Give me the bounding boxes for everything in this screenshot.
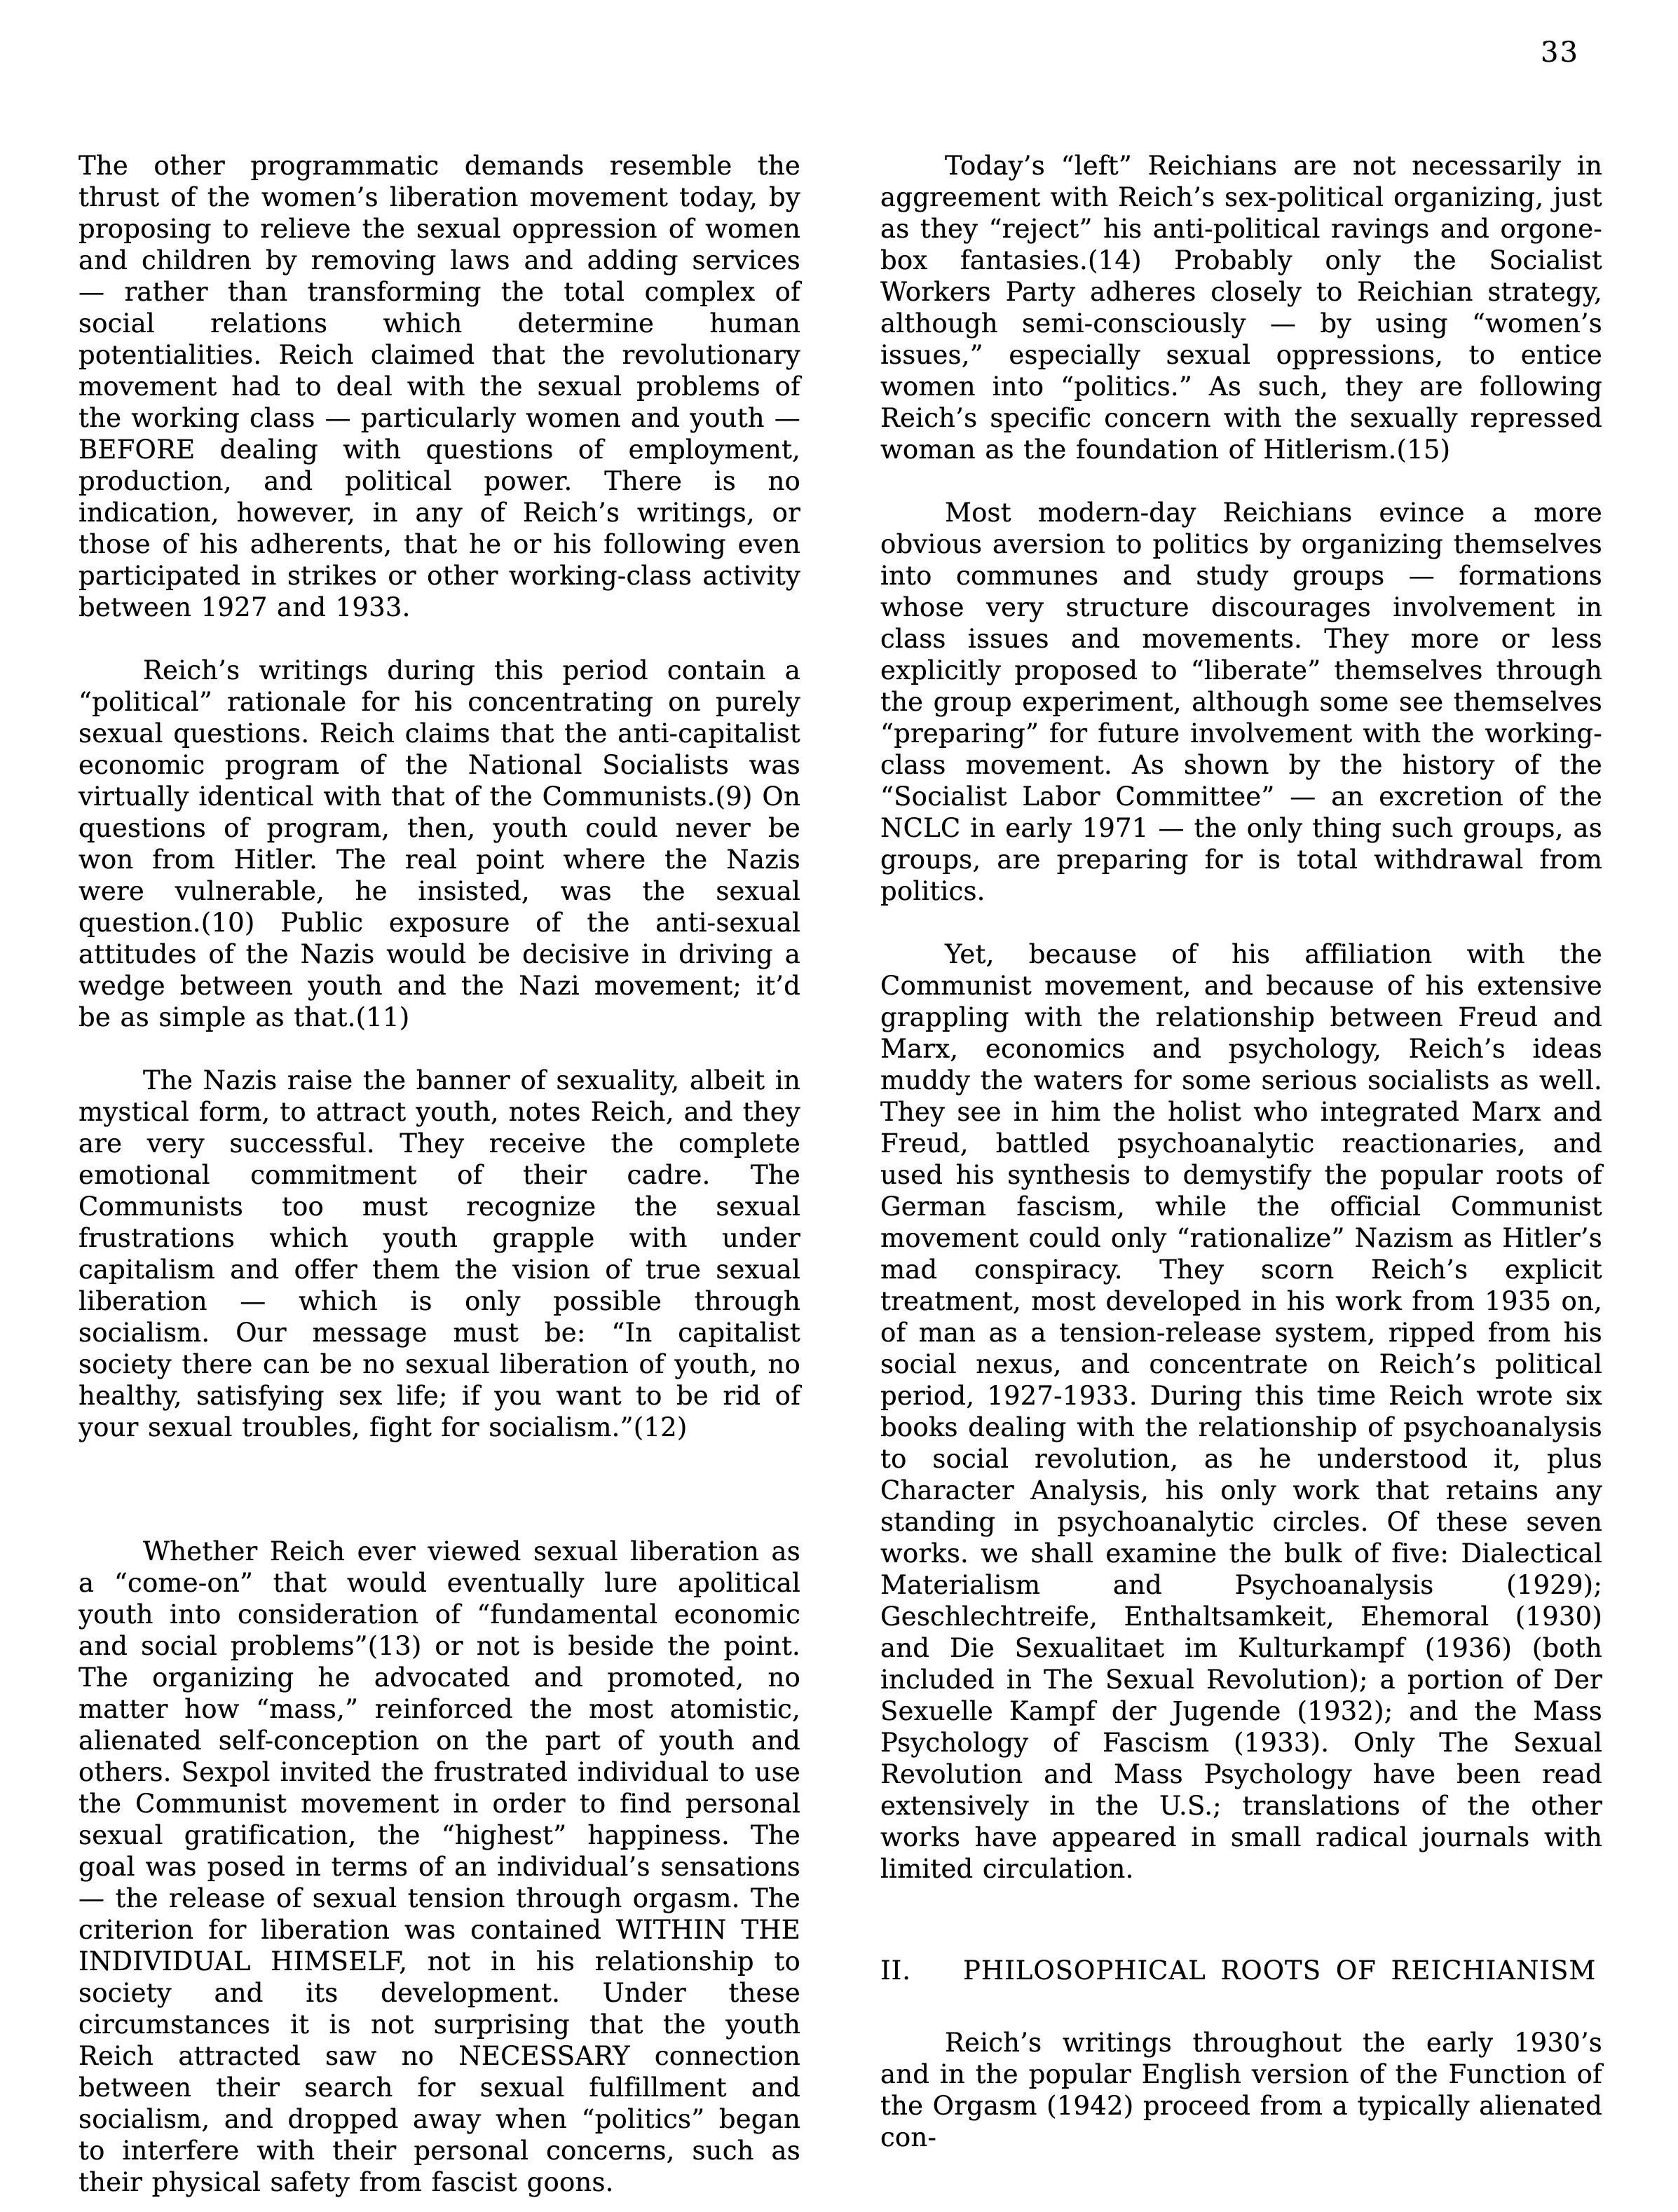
paragraph: Today’s “left” Reichians are not necessarily in aggreement with Reich’s sex-political organizing, just as they “reject” his anti-political ravings and orgone-box fantasies.(14) Probably only the Socialist Workers Party adheres closely to Reichian strategy, although semi-consciously — by using “women’s issues,” especially sexual oppressions, to entice women into “politics.” As such, they are following Reich’s specific concern with the sexually repressed woman as the foundation of Hitlerism.(15) bbox=[880, 151, 1602, 465]
paragraph: Whether Reich ever viewed sexual liberation as a “come-on” that would eventually lure apolitical youth into consideration of “fundamental economic and social problems”(13) or not is beside the point. The organizing he advocated and promoted, no matter how “mass,” reinforced the most atomistic, alienated self-conception on the part of youth and others. Sexpol invited the frustrated individual to use the Communist movement in order to find personal sexual gratification, the “highest” happiness. The goal was posed in terms of an individual’s sensations — the release of sexual tension through orgasm. The criterion for liberation was contained WITHIN THE INDIVIDUAL HIMSELF, not in his relationship to society and its development. Under these circumstances it is not surprising that the youth Reich attracted saw no NECESSARY connection between their search for sexual fulfillment and socialism, and dropped away when “politics” began to interfere with their personal concerns, such as their physical safety from fascist goons. bbox=[79, 1536, 800, 2197]
section-heading-title: PHILOSOPHICAL ROOTS OF REICHIANISM bbox=[963, 1955, 1597, 1986]
right-column bbox=[880, 150, 1602, 2153]
paragraph: The Nazis raise the banner of sexuality, albeit in mystical form, to attract youth, notes Reich, and they are very successful. They receive the complete emotional commitment of their cadre. The Communists too must recognize the sexual frustrations which youth grapple with under capitalism and offer them the vision of true sexual liberation — which is only possible through socialism. Our message must be: “In capitalist society there can be no sexual liberation of youth, no healthy, satisfying sex life; if you want to be rid of your sexual troubles, fight for socialism.”(12) bbox=[79, 1065, 800, 1442]
paragraph: The other programmatic demands resemble the thrust of the women’s liberation movement today, by proposing to relieve the sexual oppression of women and children by removing laws and adding services — rather than transforming the total complex of social relations which determine human potentialities. Reich claimed that the revolutionary movement had to deal with the sexual problems of the working class — particularly women and youth — BEFORE dealing with questions of employment, production, and political power. There is no indication, however, in any of Reich’s writings, or those of his adherents, that he or his following even participated in strikes or other working-class activity between 1927 and 1933. bbox=[79, 151, 800, 622]
paragraph: Most modern-day Reichians evince a more obvious aversion to politics by organizing themselves into communes and study groups — formations whose very structure discourages involvement in class issues and movements. They more or less explicitly proposed to “liberate” themselves through the group experiment, although some see themselves “preparing” for future involvement with the working-class movement. As shown by the history of the “Socialist Labor Committee” — an excretion of the NCLC in early 1971 — the only thing such groups, as groups, are preparing for is total withdrawal from politics. bbox=[880, 498, 1602, 906]
section-heading-number: II. bbox=[880, 1955, 911, 1986]
section-heading bbox=[880, 1955, 1602, 1986]
paragraph: Reich’s writings during this period contain a “political” rationale for his concentrating on purely sexual questions. Reich claims that the anti-capitalist economic program of the National Socialists was virtually identical with that of the Communists.(9) On questions of program, then, youth could never be won from Hitler. The real point where the Nazis were vulnerable, he insisted, was the sexual question.(10) Public exposure of the anti-sexual attitudes of the Nazis would be decisive in driving a wedge between youth and the Nazi movement; it’d be as simple as that.(11) bbox=[79, 655, 800, 1032]
paragraph: Yet, because of his affiliation with the Communist movement, and because of his extensive grappling with the relationship between Freud and Marx, economics and psychology, Reich’s ideas muddy the waters for some serious socialists as well. They see in him the holist who integrated Marx and Freud, battled psychoanalytic reactionaries, and used his synthesis to demystify the popular roots of German fascism, while the official Communist movement could only “rationalize” Nazism as Hitler’s mad conspiracy. They scorn Reich’s explicit treatment, most developed in his work from 1935 on, of man as a tension-release system, ripped from his social nexus, and concentrate on Reich’s political period, 1927-1933. During this time Reich wrote six books dealing with the relationship of psychoanalysis to social revolution, as he understood it, plus Character Analysis, his only work that retains any standing in psychoanalytic circles. Of these seven works. we shall examine the bulk of five: Dialectical Materialism and Psychoanalysis (1929); Geschlechtreife, Enthaltsamkeit, Ehemoral (1930) and Die Sexualitaet im Kulturkampf (1936) (both included in The Sexual Revolution); a portion of Der Sexuelle Kampf der Jugende (1932); and the Mass Psychology of Fascism (1933). Only The Sexual Revolution and Mass Psychology have been read extensively in the U.S.; translations of the other works have appeared in small radical journals with limited circulation. bbox=[880, 939, 1602, 1884]
page-number: 33 bbox=[1541, 36, 1579, 69]
left-column bbox=[79, 150, 800, 2198]
paragraph: Reich’s writings throughout the early 1930’s and in the popular English version of the Function of the Orgasm (1942) proceed from a typically alienated con- bbox=[880, 2028, 1602, 2152]
